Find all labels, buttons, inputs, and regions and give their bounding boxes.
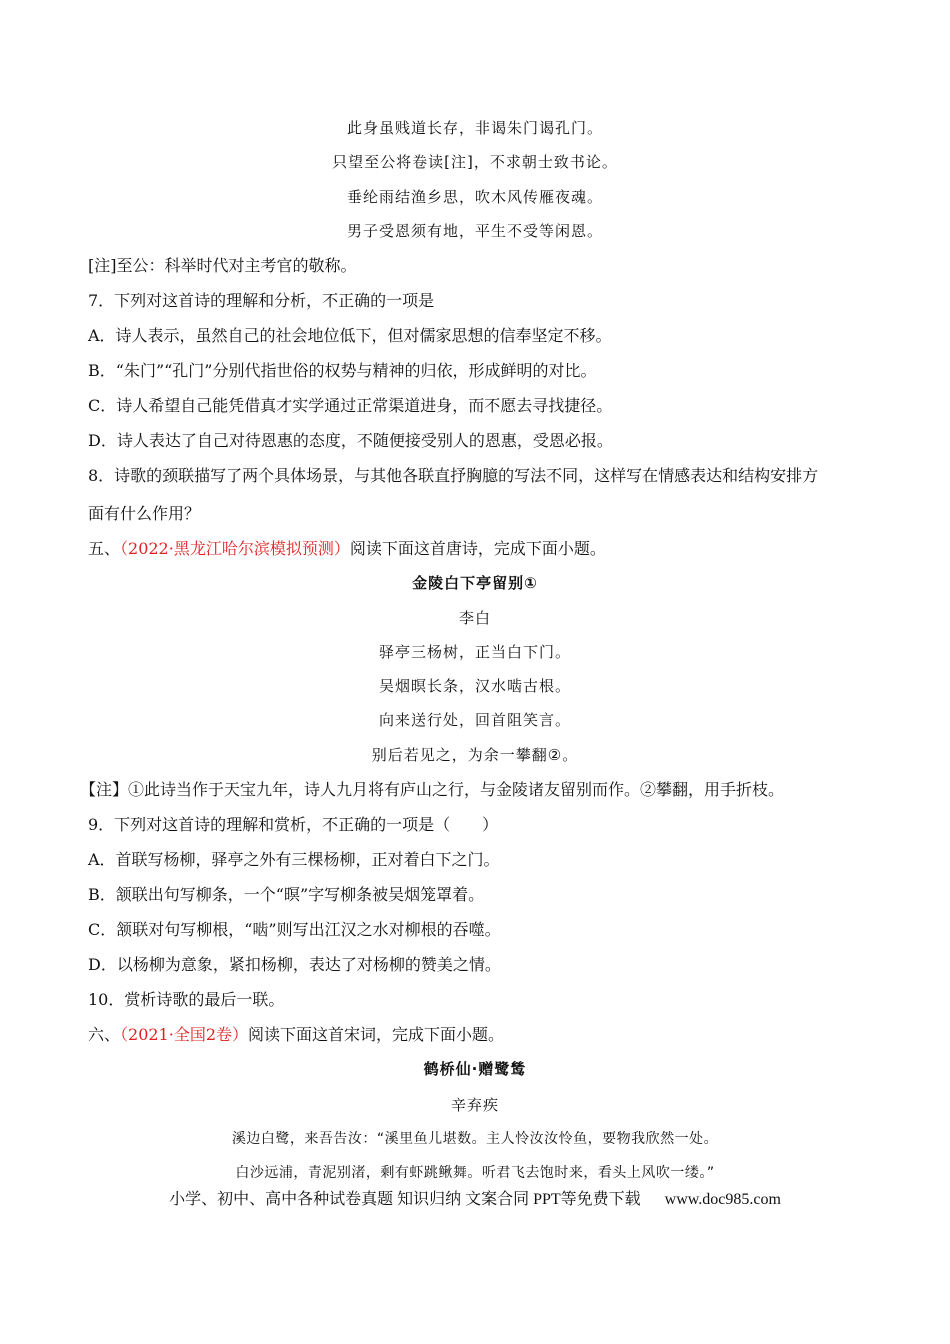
section-5-heading (88, 538, 606, 560)
poem1-line: 垂纶雨结渔乡思，吹木风传雁夜魂。 (346, 188, 603, 206)
section-6-instruction: 阅读下面这首宋词，完成下面小题。 (248, 1025, 505, 1044)
question-9-option-d: D．以杨柳为意象，紧扣杨柳，表达了对杨柳的赞美之情。 (88, 955, 501, 974)
poem2-author: 李白 (458, 609, 491, 627)
poem3-author: 辛弃疾 (450, 1096, 499, 1114)
question-8-line-2: 面有什么作用？ (88, 504, 201, 523)
question-7-stem: 7．下列对这首诗的理解和分析，不正确的一项是 (88, 291, 435, 310)
page-footer (0, 1189, 950, 1211)
poem1-line: 男子受恩须有地，平生不受等闲恩。 (346, 222, 603, 240)
poem3-line: 白沙远浦，青泥别渚，剩有虾跳鳅舞。听君飞去饱时来，看头上风吹一缕。” (235, 1165, 715, 1181)
question-7-option-c: C．诗人希望自己能凭借真才实学通过正常渠道进身，而不愿去寻找捷径。 (88, 396, 613, 415)
poem2-line: 吴烟暝长条，汉水啮古根。 (378, 677, 571, 695)
section-6-prefix: 六、 (88, 1025, 121, 1044)
section-5-prefix: 五、 (88, 539, 121, 558)
poem2-title: 金陵白下亭留别① (412, 574, 538, 592)
question-7-option-b: B．“朱门”“孔门”分别代指世俗的权势与精神的归依，形成鲜明的对比。 (88, 361, 597, 380)
poem3-title: 鹤桥仙·赠鹭鸶 (423, 1060, 527, 1078)
question-9-stem: 9．下列对这首诗的理解和赏析，不正确的一项是（ ） (88, 815, 499, 834)
poem2-line: 驿亭三杨树，正当白下门。 (378, 643, 571, 661)
question-9-option-b: B．颔联出句写柳条，一个“暝”字写柳条被吴烟笼罩着。 (88, 885, 485, 904)
poem1-line: 只望至公将卷读[注]，不求朝士致书论。 (332, 153, 618, 171)
question-7-option-d: D．诗人表达了自己对待恩惠的态度，不随便接受别人的恩惠，受恩必报。 (88, 431, 613, 450)
section-5-instruction: 阅读下面这首唐诗，完成下面小题。 (349, 539, 606, 558)
question-8-line-1: 8．诗歌的颈联描写了两个具体场景，与其他各联直抒胸臆的写法不同，这样写在情感表达和结构安排方 (88, 466, 819, 485)
poem2-line: 别后若见之，为余一攀翻②。 (371, 746, 579, 764)
section-5-source: （2022·黑龙江哈尔滨模拟预测） (120, 539, 350, 558)
poem2-line: 向来送行处，回首阻笑言。 (378, 711, 571, 729)
section-6-heading (88, 1024, 504, 1046)
poem1-line: 此身虽贱道长存，非谒朱门谒孔门。 (346, 119, 603, 137)
question-10-stem: 10．赏析诗歌的最后一联。 (88, 990, 285, 1009)
poem2-note: 【注】①此诗当作于天宝九年，诗人九月将有庐山之行，与金陵诸友留别而作。②攀翻，用手折枝。 (80, 780, 785, 799)
question-7-option-a: A．诗人表示，虽然自己的社会地位低下，但对儒家思想的信奉坚定不移。 (88, 326, 612, 345)
footer-text: 小学、初中、高中各种试卷真题 知识归纳 文案合同 PPT等免费下载 (169, 1191, 641, 1208)
question-9-option-c: C．颔联对句写柳根，“啮”则写出江汉之水对柳根的吞噬。 (88, 920, 501, 939)
section-6-source: （2021·全国2卷） (120, 1025, 249, 1044)
poem1-note: [注]至公：科举时代对主考官的敬称。 (88, 256, 357, 275)
footer-url[interactable]: www.doc985.com (664, 1191, 781, 1208)
question-9-option-a: A．首联写杨柳，驿亭之外有三棵杨柳，正对着白下之门。 (88, 850, 500, 869)
poem3-line: 溪边白鹭，来吾告汝：“溪里鱼儿堪数。主人怜汝汝怜鱼，要物我欣然一处。 (231, 1131, 719, 1147)
